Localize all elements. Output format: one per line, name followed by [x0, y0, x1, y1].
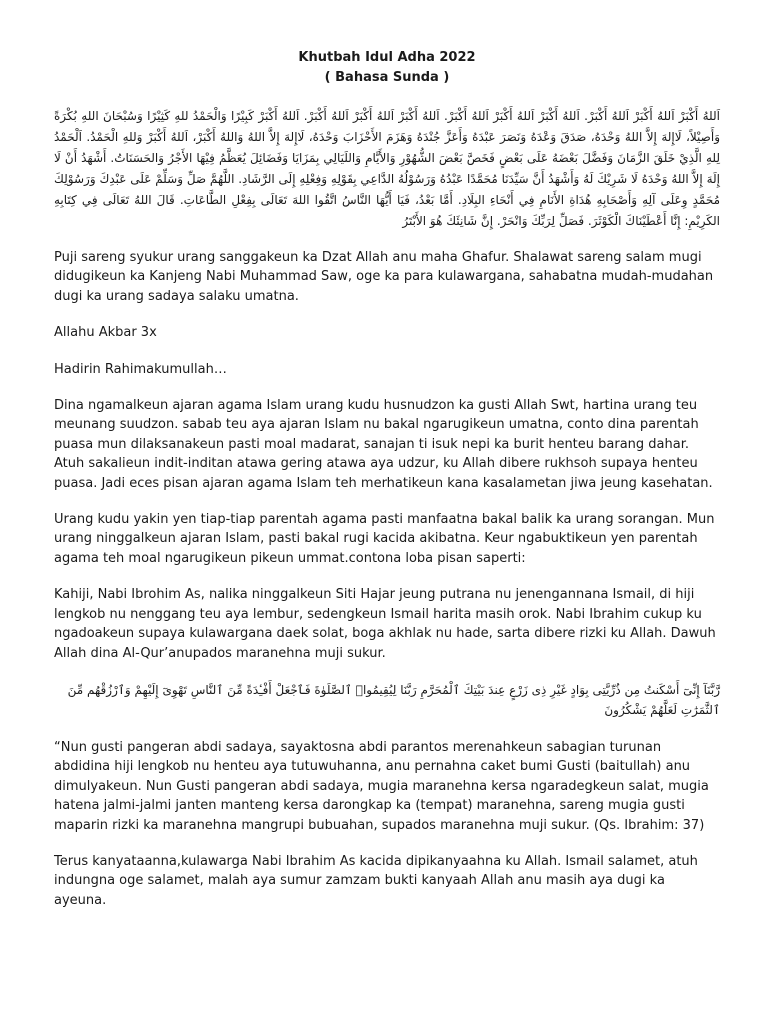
- paragraph-kahiji: Kahiji, Nabi Ibrohim As, nalika ninggalkeun Siti Hajar jeung putrana nu jenengannana Ismail, di hiji lengkob nu nenggang teu aya lembur, sedengkeun Ismail harita masih orok. Nabi Ibrahim cukup ku ngadoakeun supaya kulawargana daek solat, boga akhlak nu hade, sarta dibere rizki ku Allah. Dawuh Allah dina Al-Qur’anupados maranehna muji sukur.: [54, 587, 716, 661]
- paragraph-yakin: Urang kudu yakin yen tiap-tiap parentah agama pasti manfaatna bakal balik ka urang sorangan. Mun urang ninggalkeun ajaran Islam, pasti bakal rugi kacida akibatna. Keur ngabuktikeun yen parentah agama teh moal ngarugikeun pikeun ummat.contona loba pisan saperti:: [54, 512, 715, 566]
- paragraph-takbir: Allahu Akbar 3x: [54, 325, 157, 341]
- paragraph-opening: Puji sareng syukur urang sanggakeun ka Dzat Allah anu maha Ghafur. Shalawat sareng salam mugi didugikeun ka Kanjeng Nabi Muhammad Saw, oge ka para kulawargana, sahabatna mudah-mudahan dugi ka urang sadaya salaku umatna.: [54, 250, 714, 304]
- paragraph-husnudzon: Dina ngamalkeun ajaran agama Islam urang kudu husnudzon ka gusti Allah Swt, hartina urang teu meunang suudzon. sabab teu aya ajaran Islam nu bakal ngarugikeun umatna, conto dina parentah puasa mun dilaksanakeun pasti moal madarat, sanajan ti isuk nepi ka burit henteu barang dahar. Atuh sakalieun indit-inditan atawa gering atawa aya udzur, ku Allah dibere rukhsoh supaya henteu puasa. Jadi eces pisan ajaran agama Islam teh merhatikeun kana kasalametan jiwa jeung kasehatan.: [54, 398, 713, 491]
- paragraph-greeting: Hadirin Rahimakumullah…: [54, 361, 227, 377]
- arabic-opening-text: اَللهُ أَكْبَرْ اَللهُ أَكْبَرْ اَللهُ أَكْبَرْ. اَللهُ أَكْبَرْ اَللهُ أَكْبَرْ اَللهُ أَكْبَرْ. اَللهُ أَكْبَرْ اَللهُ أَكْبَرْ اَللهُ أَكْبَرْ. اَللهُ أَكْبَرْ كَبِيْرًا وَالْحَمْدُ للهِ كَثِيْرًا وَسُبْحَانَ اللهِ بُكْرَةً وَأَصِيْلاً، لَاإِلهَ إِلاَّ اللهُ وَحْدَهُ، صَدَقَ وَعْدَهُ وَنَصَرَ عَبْدَهُ وَأَعَزَّ جُنْدَهُ وَهَزَمَ الأَحْزَابَ وَحْدَهُ، لَاإِلهَ إِلاَّ اللهُ وَاللهُ أَكْبَرْ، اَللهُ أَكْبَرْ وَللهِ الْحَمْدُ. اَلْحَمْدُ لِلهِ الَّذِيْ خَلَقَ الزَّمَانَ وَفَضَّلَ بَعْضَهُ عَلَى بَعْضٍ فَخَصَّ بَعْضَ الشُّهُوْرِ وَالأَيَّامِ وَاللَيَالِي بِمَزَايَا وَفَضَائِلَ يُعَظَّمُ فِيْهَا الأَجْرُ وَالحَسَنَاتُ. أَشْهَدُ أَنْ لَا إِلَهَ إِلاَّ اللهُ وَحْدَهُ لَا شَرِيْكَ لَهُ وَأَشْهَدُ أَنَّ سَيِّدَنَا مُحَمَّدًا عَبْدُهُ وَرَسُوْلُهُ الدَّاعِي بِقَوْلِهِ وَفِعْلِهِ إِلَى الرَّشَادِ. اللَّهُمَّ صَلِّ وَسَلِّمْ عَلَى عَبْدِكَ وَرَسُوْلِكَ مُحَمَّدٍ وِعَلَى آلِهِ وَأَصْحَابِهِ هُدَاةِ الأَنَامِ فِي أَنْحَاءِ البِلَادِ. أَمَّا بَعْدُ، فَيَا أَيُّهَا النَّاسُ اتَّقُوا اللهَ تَعَالَى بِفِعْلِ الطَّاعَاتِ. قَالَ اللهُ تَعَالَى فِي كِتَابِهِ الكَرِيْمِ: إِنَّا أَعْطَيْنَاكَ الْكَوْثَرَ. فَصَلِّ لِرَبِّكَ وَانْحَرْ. إِنَّ شَانِئَكَ هُوَ الأَبْتَرُ: [54, 109, 720, 228]
- document-subtitle: ( Bahasa Sunda ): [324, 70, 450, 85]
- arabic-verse-ibrahim-37: رَّبَّنَآ إِنِّىٓ أَسْكَنتُ مِن ذُرِّيَّتِى بِوَادٍ غَيْرِ ذِى زَرْعٍ عِندَ بَيْتِكَ ٱلْمُحَرَّمِ رَبَّنَا لِيُقِيمُوا۟ ٱلصَّلَوٰةَ فَٱجْعَلْ أَفْـِٔدَةً مِّنَ ٱلنَّاسِ تَهْوِىٓ إِلَيْهِمْ وَٱرْزُقْهُم مِّنَ ٱلثَّمَرَٰتِ لَعَلَّهُمْ يَشْكُرُونَ: [67, 682, 720, 717]
- document-page: [54, 48, 720, 927]
- paragraph-kanyataanna: Terus kanyataanna,kulawarga Nabi Ibrahim As kacida dipikanyaahna ku Allah. Ismail salamet, atuh indungna oge salamet, malah aya sumur zamzam bukti kanyaah Allah anu masih aya dugi ka ayeuna.: [54, 853, 698, 908]
- paragraph-translation: “Nun gusti pangeran abdi sadaya, sayaktosna abdi parantos merenahkeun sabagian turunan abdidina hiji lengkob nu henteu aya tutuwuhanna, anu pernahna caket bumi Gusti (baitullah) anu dimulyakeun. Nun Gusti pangeran abdi sadaya, mugia maranehna kersa ngaradegkeun salat, mugia hatena jalmi-jalmi janten manteng kersa darongkap ka (tempat) maranehna, sareng mugia gusti maparin rizki ka maranehna mangrupi bubuahan, supados maranehna muji sukur. (Qs. Ibrahim: 37): [54, 739, 709, 833]
- document-title: Khutbah Idul Adha 2022: [298, 50, 476, 65]
